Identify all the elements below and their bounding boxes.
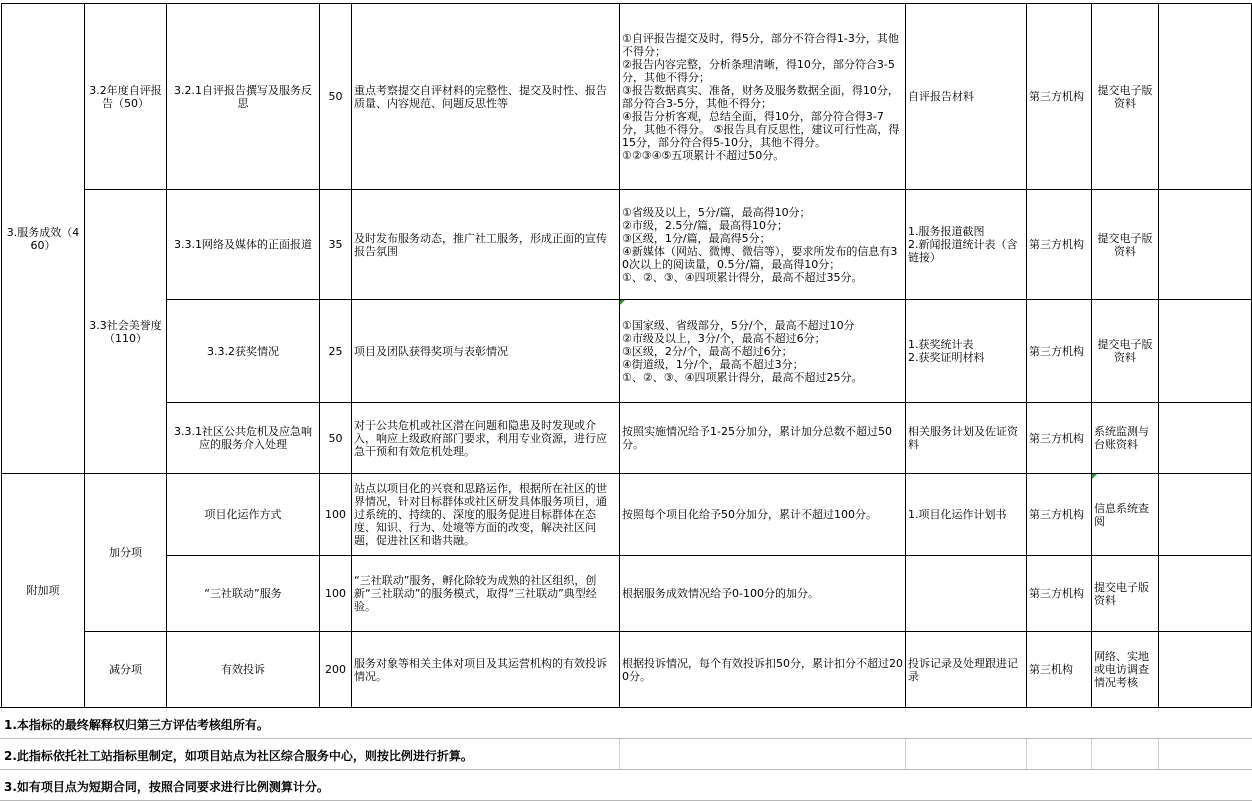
score-cell: 50 <box>320 403 352 474</box>
table-row <box>2 403 1252 474</box>
score-cell: 50 <box>320 4 352 190</box>
content-cell: “三社联动”服务，孵化除较为成熟的社区组织，创新“三社联动”的服务模式，取得“三社联动”典型经验。 <box>352 556 620 632</box>
item-cell: 有效投诉 <box>167 632 320 708</box>
note-text: 3.如有项目点为短期合同，按照合同要求进行比例测算计分。 <box>4 780 329 794</box>
table-row <box>2 190 1252 300</box>
evaluator-cell: 第三方机构 <box>1027 556 1092 632</box>
table-row <box>2 556 1252 632</box>
method-cell: 提交电子版资料 <box>1092 4 1159 190</box>
item-cell: 项目化运作方式 <box>167 474 320 556</box>
material-cell: 投诉记录及处理跟进记录 <box>906 632 1027 708</box>
material-cell: 1.项目化运作计划书 <box>906 474 1027 556</box>
score-cell: 100 <box>320 556 352 632</box>
evaluator-cell: 第三方机构 <box>1027 403 1092 474</box>
dimension-cell: 3.服务成效（460） <box>2 4 85 474</box>
criteria-cell: ①省级及以上，5分/篇，最高得10分； ②市级，2.5分/篇，最高得10分； ③区级，1分/篇，最高得5分； ④新媒体（网站、微博、微信等），要求所发布的信息有30次以上的阅读量，0.5分/篇，最高得10分； ①、②、③、④四项累计得分，最高不超过35分。 <box>620 190 906 300</box>
method-cell: 系统监测与台账资料 <box>1092 403 1159 474</box>
table-row <box>2 4 1252 190</box>
method-cell: 提交电子版资料 <box>1092 556 1159 632</box>
evaluator-cell: 第三方机构 <box>1027 300 1092 403</box>
criteria-cell: 根据投诉情况，每个有效投诉扣50分，累计扣分不超过200分。 <box>620 632 906 708</box>
notes-section <box>0 707 1252 801</box>
material-cell: 1.服务报道截图 2.新闻报道统计表（含链接） <box>906 190 1027 300</box>
content-cell: 及时发布服务动态，推广社工服务，形成正面的宣传报告氛围 <box>352 190 620 300</box>
bonus-cell: 加分项 <box>85 474 167 632</box>
score-cell: 25 <box>320 300 352 403</box>
note-row <box>0 739 1252 770</box>
blank-cell <box>1159 190 1252 300</box>
score-cell: 100 <box>320 474 352 556</box>
item-cell: “三社联动”服务 <box>167 556 320 632</box>
table-row <box>2 474 1252 556</box>
material-cell: 1.获奖统计表 2.获奖证明材料 <box>906 300 1027 403</box>
deduct-cell: 减分项 <box>85 632 167 708</box>
evaluator-cell: 第三方机构 <box>1027 190 1092 300</box>
blank-cell <box>1159 474 1252 556</box>
evaluator-cell: 第三方机构 <box>1027 474 1092 556</box>
criteria-cell: 根据服务成效情况给予0-100分的加分。 <box>620 556 906 632</box>
evaluation-table <box>1 3 1252 708</box>
table-row <box>2 300 1252 403</box>
blank-cell <box>1159 556 1252 632</box>
evaluator-cell: 第三机构 <box>1027 632 1092 708</box>
dimension-cell: 附加项 <box>2 474 85 708</box>
criteria-cell: 按照实施情况给予1-25分加分，累计加分总数不超过50分。 <box>620 403 906 474</box>
content-cell: 重点考察提交自评材料的完整性、提交及时性、报告质量、内容规范、问题反思性等 <box>352 4 620 190</box>
note-row <box>0 707 1252 739</box>
blank-cell <box>1159 632 1252 708</box>
item-cell: 3.3.2获奖情况 <box>167 300 320 403</box>
material-cell: 相关服务计划及佐证资料 <box>906 403 1027 474</box>
blank-cell <box>1159 300 1252 403</box>
blank-cell <box>1159 403 1252 474</box>
material-cell: 自评报告材料 <box>906 4 1027 190</box>
method-cell: 提交电子版资料 <box>1092 300 1159 403</box>
sub-dimension-cell: 3.3社会美誉度（110） <box>85 190 167 474</box>
note-row <box>0 770 1252 801</box>
content-cell: 对于公共危机或社区潜在问题和隐患及时发现或介入，响应上级政府部门要求，利用专业资源，进行应急干预和有效危机处理。 <box>352 403 620 474</box>
blank-cell <box>1159 4 1252 190</box>
sub-dimension-cell: 3.2年度自评报告（50） <box>85 4 167 190</box>
item-cell: 3.3.1网络及媒体的正面报道 <box>167 190 320 300</box>
method-cell: 信息系统查阅 <box>1092 474 1159 556</box>
content-cell: 服务对象等相关主体对项目及其运营机构的有效投诉情况。 <box>352 632 620 708</box>
score-cell: 200 <box>320 632 352 708</box>
evaluator-cell: 第三方机构 <box>1027 4 1092 190</box>
table-row <box>2 632 1252 708</box>
criteria-cell: ①自评报告提交及时，得5分，部分不符合得1-3分，其他不得分； ②报告内容完整，分析条理清晰，得10分，部分符合3-5分，其他不得分； ③报告数据真实、准备，财务及服务数据全面，得10分，部分符合3-5分，其他不得分； ④报告分析客观，总结全面，得10分，部分符合得3-7分，其他不得分。 ⑤报告具有反思性，建议可行性高，得15分，部分符合得5-10分，其他不得分。 ①②③④⑤五项累计不超过50分。 <box>620 4 906 190</box>
score-cell: 35 <box>320 190 352 300</box>
note-text: 1.本指标的最终解释权归第三方评估考核组所有。 <box>4 718 269 732</box>
method-cell: 网络、实地或电访调查情况考核 <box>1092 632 1159 708</box>
method-cell: 提交电子版资料 <box>1092 190 1159 300</box>
material-cell <box>906 556 1027 632</box>
criteria-cell: ①国家级、省级部分，5分/个，最高不超过10分 ②市级及以上，3分/个，最高不超过6分； ③区级，2分/个，最高不超过6分； ④街道级，1分/个，最高不超过3分； ①、②、③、④四项累计得分，最高不超过25分。 <box>620 300 906 403</box>
content-cell: 项目及团队获得奖项与表彰情况 <box>352 300 620 403</box>
content-cell: 站点以项目化的兴衰和思路运作，根据所在社区的世界情况，针对目标群体或社区研发具体服务项目，通过系统的、持续的、深度的服务促进目标群体在态度、知识、行为、处境等方面的改变，解决社区问题，促进社区和谐共融。 <box>352 474 620 556</box>
item-cell: 3.3.1社区公共危机及应急响应的服务介入处理 <box>167 403 320 474</box>
criteria-cell: 按照每个项目化给予50分加分，累计不超过100分。 <box>620 474 906 556</box>
item-cell: 3.2.1自评报告撰写及服务反思 <box>167 4 320 190</box>
note-text: 2.此指标依托社工站指标里制定，如项目站点为社区综合服务中心，则按比例进行折算。 <box>4 749 473 763</box>
